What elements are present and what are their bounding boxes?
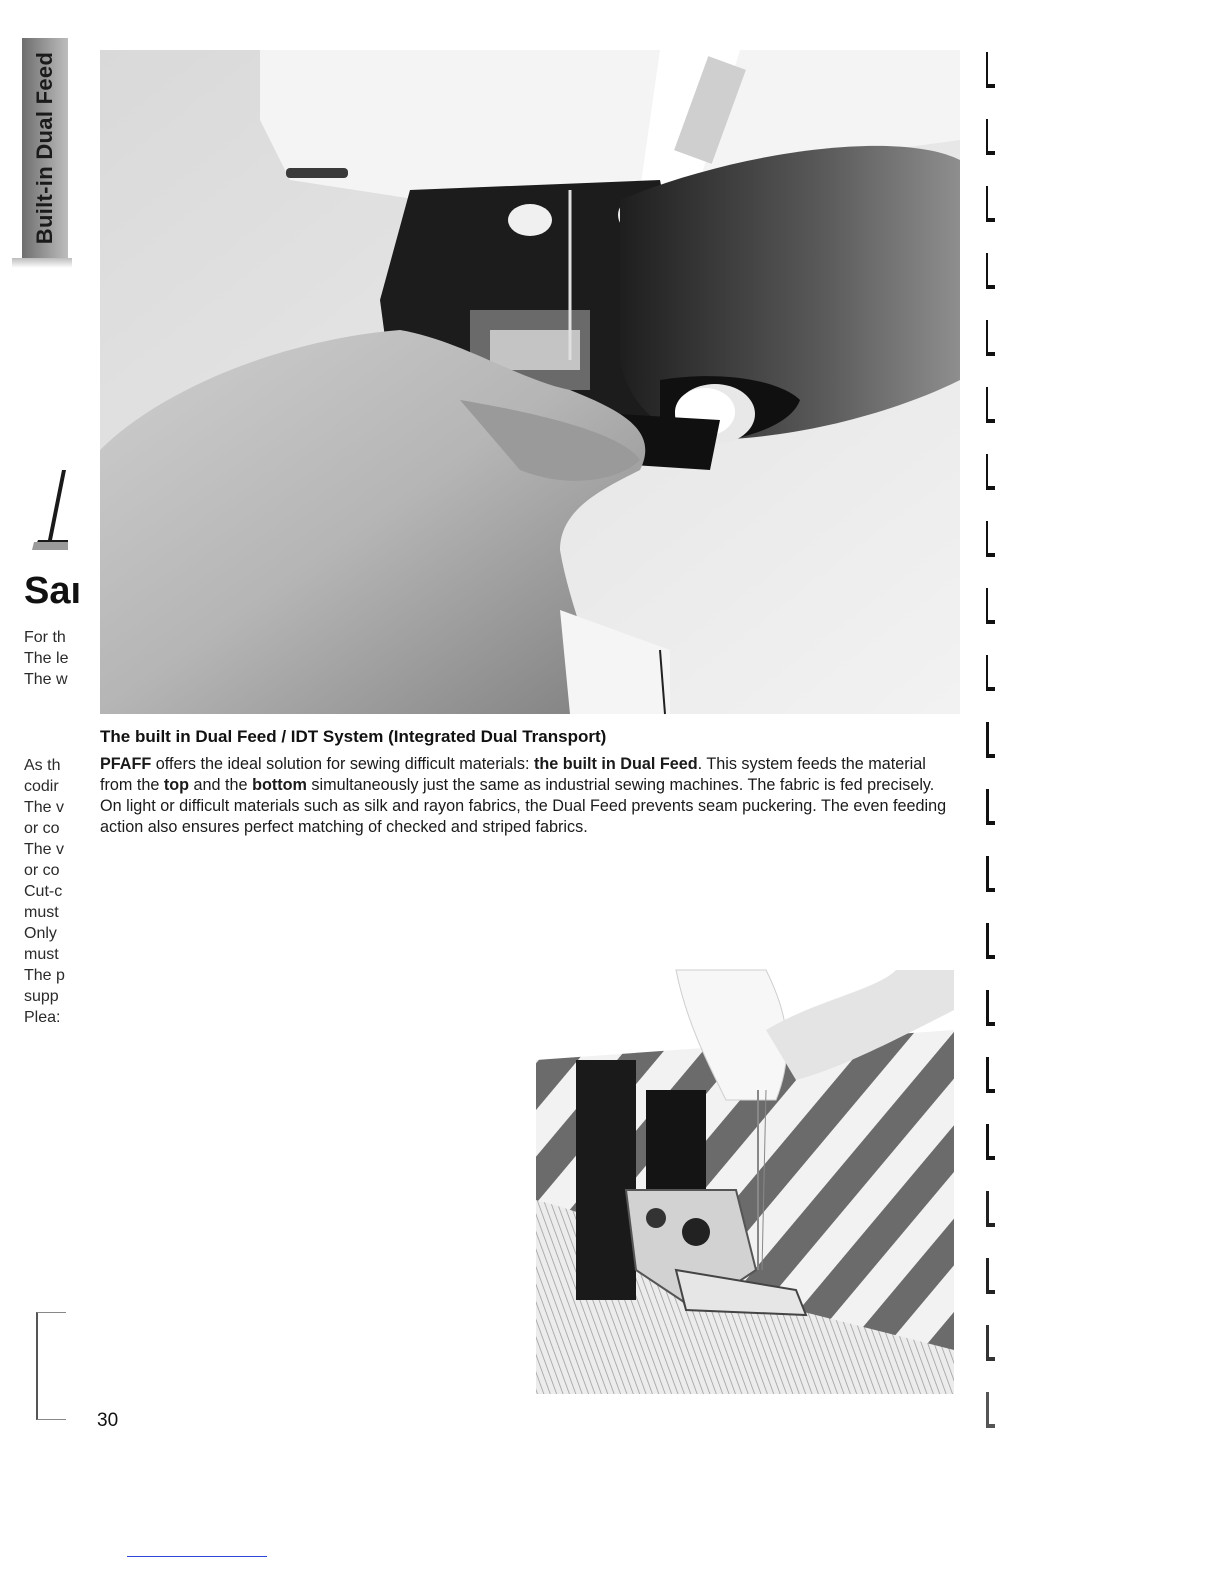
crop-mark xyxy=(36,1312,66,1420)
binding-ring-icon xyxy=(984,1189,996,1229)
section-tab xyxy=(22,38,68,258)
bleed-line: The le xyxy=(24,650,69,667)
brand-name: PFAFF xyxy=(100,755,152,773)
bleed-line: The v xyxy=(24,799,65,816)
footer-rule xyxy=(127,1556,267,1557)
dual-feed-sewing-photo xyxy=(100,50,960,714)
binding-ring-icon xyxy=(984,117,996,157)
bleed-line: must xyxy=(24,904,59,921)
section-tab-label: Built-in Dual Feed xyxy=(32,51,57,245)
body-emphasis: the built in Dual Feed xyxy=(533,755,698,773)
caption-body xyxy=(100,754,950,838)
binding-ring-icon xyxy=(984,519,996,559)
body-segment: and the xyxy=(189,776,253,794)
binding-ring-icon xyxy=(984,988,996,1028)
binding-ring-icon xyxy=(984,720,996,760)
binding-ring-icon xyxy=(984,251,996,291)
bleed-line: Only xyxy=(24,925,57,942)
section-tab-shadow xyxy=(12,258,72,268)
binding-ring-icon xyxy=(984,921,996,961)
bleed-line: supp xyxy=(24,988,59,1005)
binding-ring-icon xyxy=(984,1256,996,1296)
bleed-line: Plea: xyxy=(24,1009,61,1026)
binding-ring-icon xyxy=(984,184,996,224)
binding-ring-icon xyxy=(984,318,996,358)
page-number: 30 xyxy=(97,1410,119,1431)
binding-ring-icon xyxy=(984,1122,996,1162)
bleed-line: or co xyxy=(24,862,60,879)
binding-ring-icon xyxy=(984,385,996,425)
caption-heading: The built in Dual Feed / IDT System (Integrated Dual Transport) xyxy=(100,727,607,746)
body-emphasis: top xyxy=(163,776,190,794)
binding-ring-icon xyxy=(984,586,996,626)
striped-fabric-photo xyxy=(536,970,954,1394)
bleed-line: The v xyxy=(24,841,65,858)
body-segment: offers the ideal solution for sewing difficult materials: xyxy=(151,755,534,773)
bleed-through-heading: Saı xyxy=(24,570,82,612)
bleed-line: or co xyxy=(24,820,60,837)
binding-ring-icon xyxy=(984,854,996,894)
body-emphasis: bottom xyxy=(252,776,307,794)
binding-ring-icon xyxy=(984,1055,996,1095)
body-segment: . This system feeds the material from the xyxy=(100,755,926,794)
bleed-line: For th xyxy=(24,629,66,646)
binding-ring-icon xyxy=(984,653,996,693)
bleed-through-column xyxy=(24,755,68,1028)
bleed-through-glyph-icon xyxy=(30,470,70,550)
hands-feeding-fabric-photo-icon xyxy=(100,50,960,714)
bleed-line: codir xyxy=(24,778,59,795)
binding-ring-icon xyxy=(984,50,996,90)
body-segment: simultaneously just the same as industrial sewing machines. The fabric is fed precisely. On light or difficult materials such as silk and rayon fabrics, the Dual Feed prevents seam puckering. The even feeding action also ensures perfect matching of checked and striped fabrics. xyxy=(100,776,947,836)
binding-ring-icon xyxy=(984,452,996,492)
bleed-line: Cut-c xyxy=(24,883,63,900)
bleed-line: The p xyxy=(24,967,65,984)
bleed-through-column xyxy=(24,627,68,690)
bleed-line: As th xyxy=(24,757,61,774)
binding-ring-icon xyxy=(984,787,996,827)
presser-foot-striped-fabric-photo-icon xyxy=(536,970,954,1394)
bleed-line: The w xyxy=(24,671,68,688)
binding-ring-icon xyxy=(984,1323,996,1363)
binding-ring-icon xyxy=(984,1390,996,1430)
bleed-line: must xyxy=(24,946,59,963)
